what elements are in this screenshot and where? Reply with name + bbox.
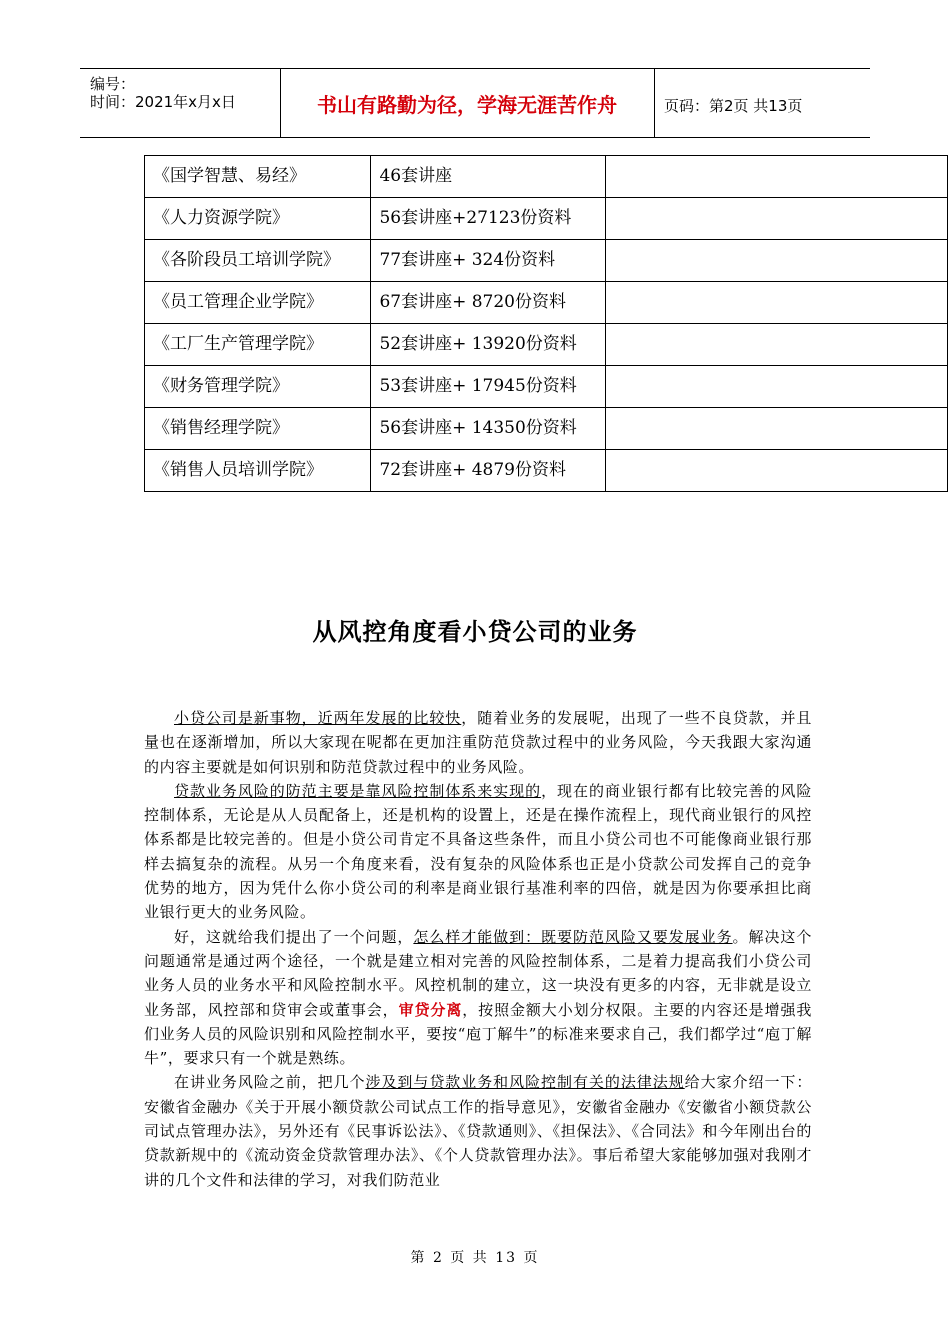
catalog-name-cell: 《人力资源学院》 [145,198,371,240]
table-row [145,282,948,324]
catalog-name-cell: 《财务管理学院》 [145,366,371,408]
catalog-name-cell: 《员工管理企业学院》 [145,282,371,324]
paragraph-3 [144,925,812,1071]
catalog-note-cell [605,240,947,282]
paragraph-text: 给大家介绍一下：安徽省金融办《关于开展小额贷款公司试点工作的指导意见》，安徽省金融办《安徽省小额贷款公司试点管理办法》，另外还有《民事诉讼法》、《贷款通则》、《担保法》、《合同法》和今年刚出台的贷款新规中的《流动资金贷款管理办法》、《个人贷款管理办法》。事后希望大家能够加强对我刚才讲的几个文件和法律的学习，对我们防范业 [144,1073,812,1189]
time-label: 时间：2021年x月x日 [90,93,236,111]
catalog-note-cell [605,198,947,240]
paragraph-text: 好，这就给我们提出了一个问题， [174,927,414,946]
number-label: 编号： [90,75,136,93]
catalog-content-cell: 67套讲座+ 8720份资料 [371,282,606,324]
catalog-name-cell: 《销售经理学院》 [145,408,371,450]
underlined-text: 怎么样才能做到：既要防范风险又要发展业务 [413,927,733,946]
highlighted-text: 审贷分离 [398,1000,463,1019]
catalog-content-cell: 52套讲座+ 13920份资料 [371,324,606,366]
page-footer: 第 2 页 共 13 页 [410,1250,540,1266]
header-page-label: 页码：第2页 共13页 [664,97,803,115]
catalog-content-cell: 56套讲座+ 14350份资料 [371,408,606,450]
header-meta [80,69,281,137]
paragraph-2 [144,779,812,925]
catalog-note-cell [605,156,947,198]
catalog-note-cell [605,282,947,324]
table-row [145,366,948,408]
table-row [145,450,948,492]
paragraph-4 [144,1070,812,1191]
underlined-text: 小贷公司是新事物，近两年发展的比较快 [174,709,462,727]
paragraph-text: 。解决这个问题通常是通过两个途径，一个就是建立相对完善的风险控制体系，二是着力提高我们小贷公司业务人员的业务水平和风险控制水平。风控机制的建立，这一块没有更多的内容，无非就是设立业务部，风控部和贷审会或董事会， [144,927,812,1019]
catalog-note-cell [605,366,947,408]
paragraph-text: 在讲业务风险之前，把几个 [174,1073,366,1092]
underlined-text: 贷款业务风险的防范主要是靠风险控制体系来实现的 [174,781,542,800]
catalog-name-cell: 《国学智慧、易经》 [145,156,371,198]
catalog-content-cell: 46套讲座 [371,156,606,198]
table-row [145,240,948,282]
catalog-content-cell: 72套讲座+ 4879份资料 [371,450,606,492]
page-header [80,68,870,138]
catalog-note-cell [605,408,947,450]
underlined-text: 涉及到与贷款业务和风险控制有关的法律法规 [365,1073,685,1092]
catalog-note-cell [605,324,947,366]
catalog-name-cell: 《工厂生产管理学院》 [145,324,371,366]
article-body [144,706,812,1192]
catalog-table [144,155,948,492]
catalog-name-cell: 《销售人员培训学院》 [145,450,371,492]
table-row [145,156,948,198]
article-title: 从风控角度看小贷公司的业务 [312,617,638,646]
paragraph-1 [144,706,812,779]
paragraph-text: ，按照金额大小划分权限。主要的内容还是增强我们业务人员的风险识别和风险控制水平，要按“庖丁解牛”的标准来要求自己，我们都学过“庖丁解牛”，要求只有一个就是熟练。 [144,1000,812,1068]
table-row [145,324,948,366]
paragraph-text: ，现在的商业银行都有比较完善的风险控制体系，无论是从人员配备上，还是机构的设置上，还是在操作流程上，现代商业银行的风控体系都是比较完善的。但是小贷公司肯定不具备这些条件，而且小贷公司也不可能像商业银行那样去搞复杂的流程。从另一个角度来看，没有复杂的风险体系也正是小贷款公司发挥自己的竞争优势的地方，因为凭什么你小贷公司的利率是商业银行基准利率的四倍，就是因为你要承担比商业银行更大的业务风险。 [144,781,813,922]
catalog-content-cell: 77套讲座+ 324份资料 [371,240,606,282]
table-row [145,408,948,450]
header-motto: 书山有路勤为径，学海无涯苦作舟 [280,69,655,137]
catalog-content-cell: 56套讲座+27123份资料 [371,198,606,240]
table-row [145,198,948,240]
paragraph-text: ，随着业务的发展呢，出现了一些不良贷款，并且量也在逐渐增加，所以大家现在呢都在更加注重防范贷款过程中的业务风险，今天我跟大家沟通的内容主要就是如何识别和防范贷款过程中的业务风险。 [144,709,812,776]
catalog-content-cell: 53套讲座+ 17945份资料 [371,366,606,408]
catalog-note-cell [605,450,947,492]
catalog-name-cell: 《各阶段员工培训学院》 [145,240,371,282]
